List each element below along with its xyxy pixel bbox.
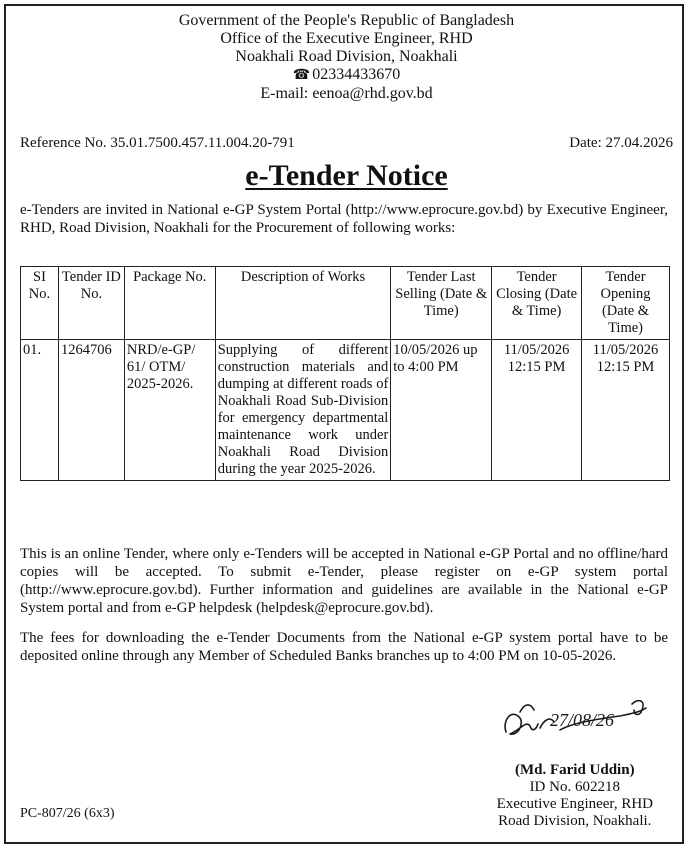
letterhead xyxy=(0,12,693,103)
handwritten-signature xyxy=(500,690,650,750)
cell-tender-id: 1264706 xyxy=(58,340,124,481)
cell-description: Supplying of different construction materials and dumping at different roads of Noakhali Road Sub-Division for emergency departmental maintenance work under Noakhali Road Division during the year 2025-2026. xyxy=(215,340,391,481)
tender-table xyxy=(20,266,670,481)
title-text: e-Tender Notice xyxy=(245,159,448,192)
col-closing: Tender Closing (Date & Time) xyxy=(492,267,582,340)
svg-text:27/08/26: 27/08/26 xyxy=(550,710,615,730)
cell-selling: 10/05/2026 up to 4:00 PM xyxy=(391,340,492,481)
pc-reference: PC-807/26 (6x3) xyxy=(20,806,115,821)
cell-opening: 11/05/2026 12:15 PM xyxy=(582,340,670,481)
col-opening: Tender Opening (Date & Time) xyxy=(582,267,670,340)
notice-date: Date: 27.04.2026 xyxy=(569,135,673,151)
intro-paragraph: e-Tenders are invited in National e-GP System Portal (http://www.eprocure.gov.bd) by Executive Engineer, RHD, Road Division, Noakhali for the Procurement of following works: xyxy=(20,202,668,236)
online-tender-paragraph: This is an online Tender, where only e-Tenders will be accepted in National e-GP Portal and no offline/hard copies will be accepted. To submit e-Tender, please register on e-GP system portal (http://www.eprocure.gov.bd). Further information and guidelines are available in the National e-GP System portal and from e-GP helpdesk (helpdesk@eprocure.gov.bd). xyxy=(20,546,668,616)
reference-line xyxy=(20,134,673,152)
signer-name: (Md. Farid Uddin) xyxy=(514,762,635,778)
table-row xyxy=(21,340,670,481)
header-phone-line xyxy=(0,66,693,85)
cell-sl: 01. xyxy=(21,340,59,481)
signer-block xyxy=(497,762,653,830)
header-division: Noakhali Road Division, Noakhali xyxy=(235,48,458,65)
col-selling: Tender Last Selling (Date & Time) xyxy=(391,267,492,340)
table-header-row xyxy=(21,267,670,340)
col-sl: SI No. xyxy=(21,267,59,340)
cell-package: NRD/e-GP/ 61/ OTM/ 2025-2026. xyxy=(124,340,215,481)
signer-id: ID No. 602218 xyxy=(529,779,620,795)
fees-paragraph: The fees for downloading the e-Tender Documents from the National e-GP system portal have to be deposited online through any Member of Scheduled Banks branches up to 4:00 PM on 10-05-2026. xyxy=(20,630,668,664)
telephone-icon: ☎ xyxy=(292,68,311,83)
cell-closing: 11/05/2026 12:15 PM xyxy=(492,340,582,481)
reference-number: Reference No. 35.01.7500.457.11.004.20-791 xyxy=(20,135,295,151)
header-email: E-mail: eenoa@rhd.gov.bd xyxy=(260,85,433,102)
header-office: Office of the Executive Engineer, RHD xyxy=(220,30,473,47)
page-title xyxy=(0,158,693,194)
signer-designation: Executive Engineer, RHD xyxy=(496,796,653,812)
col-description: Description of Works xyxy=(215,267,391,340)
signer-office: Road Division, Noakhali. xyxy=(498,813,652,829)
header-government: Government of the People's Republic of Bangladesh xyxy=(178,12,515,29)
col-package: Package No. xyxy=(124,267,215,340)
header-phone: 02334433670 xyxy=(312,66,401,83)
col-tender-id: Tender ID No. xyxy=(58,267,124,340)
